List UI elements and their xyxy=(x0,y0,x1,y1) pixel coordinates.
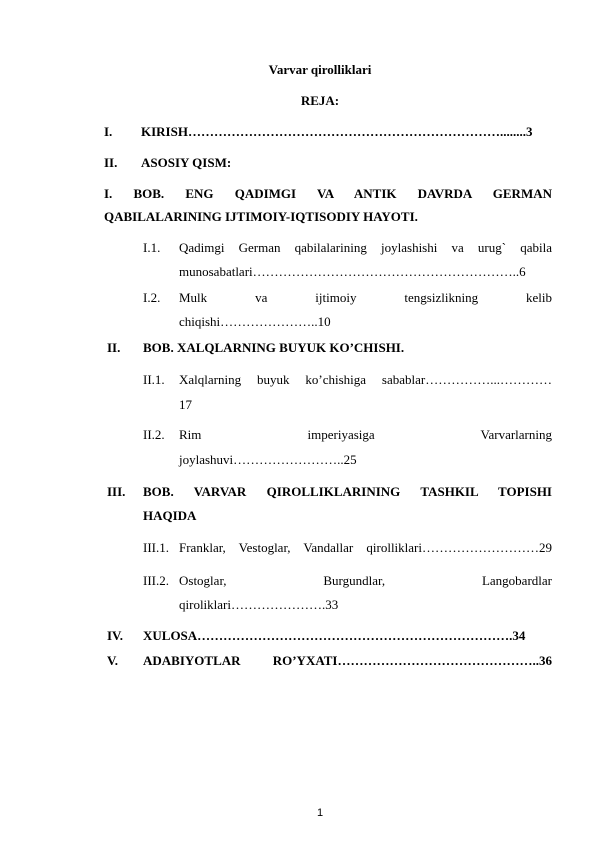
section-number: II.2. xyxy=(143,427,165,442)
chapter-2-title: BOB. XALQLARNING BUYUK KO’CHISHI. xyxy=(143,340,405,355)
section-2-1-line1: Xalqlarning buyuk ko’chishiga sabablar……………...………… xyxy=(179,372,552,387)
section-1-2-line1: Mulk va ijtimoiy tengsizlikning kelib xyxy=(179,290,552,305)
toc-entry-asosiy: ASOSIY QISM: xyxy=(141,155,232,170)
section-number: II.1. xyxy=(143,372,165,387)
section-3-2-line2: qiroliklari………………….33 xyxy=(179,597,339,612)
plan-heading: REJA: xyxy=(300,93,340,108)
toc-entry-kirish: KIRISH………………………………………………………………........3 xyxy=(141,124,533,139)
section-1-2-line2: chiqishi…………………..10 xyxy=(179,314,331,329)
section-2-1-line2: 17 xyxy=(179,397,192,412)
section-number: I.2. xyxy=(143,290,161,305)
section-3-2-line1: Ostoglar, Burgundlar, Langobardlar xyxy=(179,573,552,588)
chapter-numeral: II. xyxy=(107,340,121,355)
chapter-3-title-line1: BOB. VARVAR QIROLLIKLARINING TASHKIL TOPISHI xyxy=(143,484,552,499)
chapter-3-title-line2: HAQIDA xyxy=(143,508,197,523)
page-number: 1 xyxy=(316,807,324,819)
section-1-1-line2: munosabatlari……………………………………………………..6 xyxy=(179,264,526,279)
section-3-1-line1: Franklar, Vestoglar, Vandallar qirolliklari………………………29 xyxy=(179,540,552,555)
section-2-2-line1: Rim imperiyasiga Varvarlarning xyxy=(179,427,552,442)
chapter-numeral: III. xyxy=(107,484,126,499)
toc-entry-xulosa: XULOSA……………………………………………………………….34 xyxy=(143,628,526,643)
section-number: I.1. xyxy=(143,240,161,255)
section-1-1-line1: Qadimgi German qabilalarining joylashishi va urug` qabila xyxy=(179,240,552,255)
toc-numeral: V. xyxy=(107,653,118,668)
toc-numeral: IV. xyxy=(107,628,124,643)
section-number: III.1. xyxy=(143,540,169,555)
document-title: Varvar qirolliklari xyxy=(268,62,372,77)
toc-entry-adabiyotlar: ADABIYOTLAR RO’YXATI………………………………………..36 xyxy=(143,653,552,668)
section-2-2-line2: joylashuvi……………………..25 xyxy=(179,452,357,467)
section-number: III.2. xyxy=(143,573,169,588)
toc-numeral: I. xyxy=(104,124,113,139)
chapter-1-title-line1: I. BOB. ENG QADIMGI VA ANTIK DAVRDA GERMAN xyxy=(104,186,552,201)
chapter-1-title-line2: QABILALARINING IJTIMOIY-IQTISODIY HAYOTI. xyxy=(104,209,418,224)
toc-numeral: II. xyxy=(104,155,118,170)
